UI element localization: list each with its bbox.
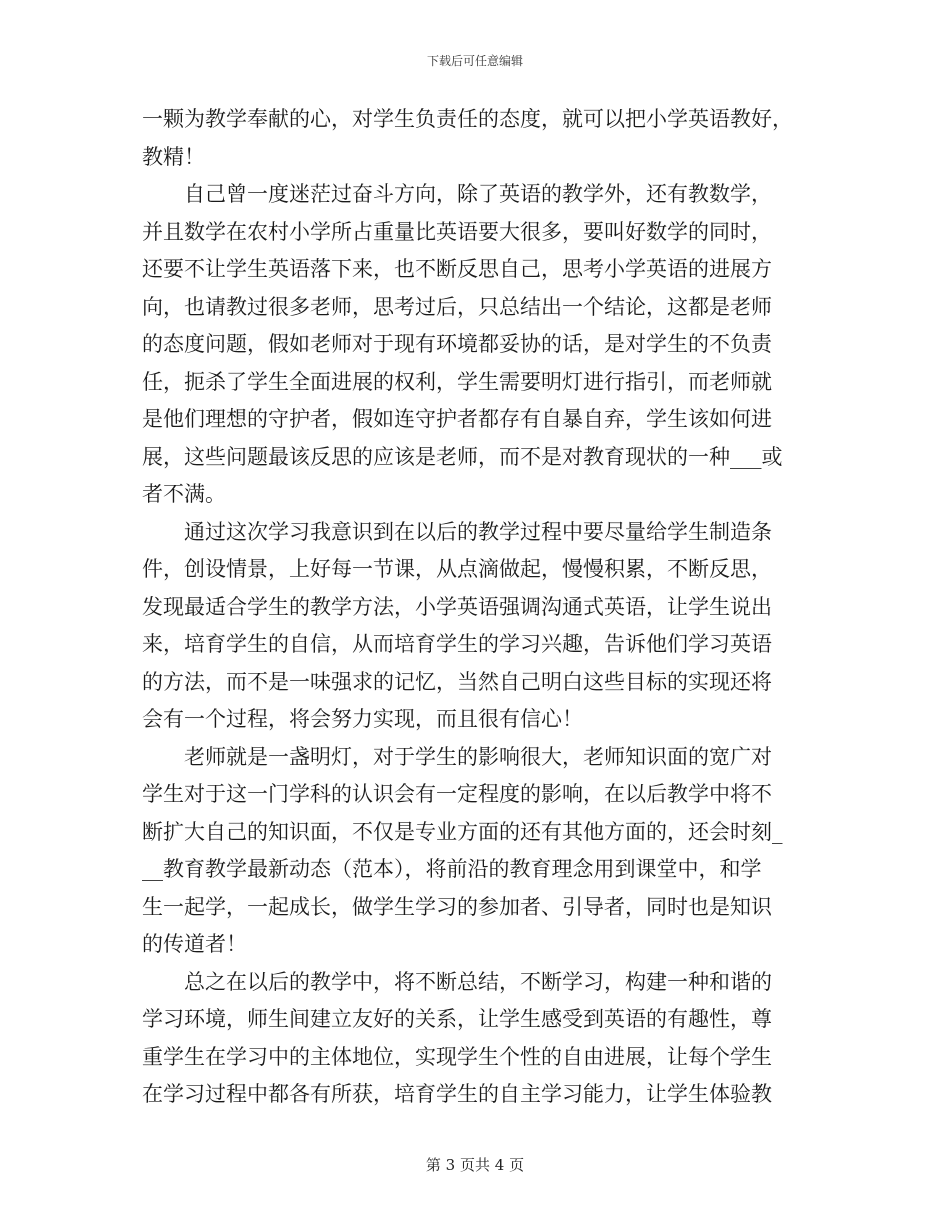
text-line: 并且数学在农村小学所占重量比英语要大很多，要叫好数学的同时， — [142, 219, 772, 244]
text-line: 发现最适合学生的教学方法，小学英语强调沟通式英语，让学生说出 — [142, 594, 772, 619]
text-line: 总之在以后的教学中，将不断总结，不断学习，构建一种和谐的 — [142, 969, 772, 994]
text-line: 展，这些问题最该反思的应该是老师，而不是对教育现状的一种___或 — [142, 444, 783, 469]
text-line: 件，创设情景，上好每一节课，从点滴做起，慢慢积累，不断反思， — [142, 557, 772, 581]
text-line: 会有一个过程，将会努力实现，而且很有信心！ — [142, 707, 583, 731]
text-line: 学生对于这一门学科的认识会有一定程度的影响，在以后教学中将不 — [142, 782, 772, 806]
page-header: 下载后可任意编辑 — [426, 54, 523, 68]
text-line: 学习环境，师生间建立友好的关系，让学生感受到英语的有趣性，尊 — [142, 1007, 772, 1031]
text-line: __教育教学最新动态（范本），将前沿的教育理念用到课堂中，和学 — [142, 857, 762, 881]
text-line: 是他们理想的守护者，假如连守护者都存有自暴自弃，学生该如何进 — [142, 407, 772, 431]
text-line: 重学生在学习中的主体地位，实现学生个性的自由进展，让每个学生 — [142, 1044, 772, 1069]
text-line: 来，培育学生的自信，从而培育学生的学习兴趣，告诉他们学习英语 — [142, 632, 772, 656]
text-line: 一颗为教学奉献的心，对学生负责任的态度，就可以把小学英语教好， — [142, 107, 793, 131]
text-line: 任，扼杀了学生全面进展的权利，学生需要明灯进行指引，而老师就 — [142, 369, 772, 394]
text-line: 通过这次学习我意识到在以后的教学过程中要尽量给学生制造条 — [142, 519, 772, 544]
text-line: 的态度问题，假如老师对于现有环境都妥协的话，是对学生的不负责 — [142, 332, 772, 356]
text-line: 自己曾一度迷茫过奋斗方向，除了英语的教学外，还有教数学， — [142, 182, 772, 206]
text-line: 向，也请教过很多老师，思考过后，只总结出一个结论，这都是老师 — [142, 294, 772, 319]
text-line: 教精！ — [142, 144, 205, 169]
page-footer: 第 3 页共 4 页 — [425, 1156, 525, 1174]
text-line: 的方法，而不是一味强求的记忆，当然自己明白这些目标的实现还将 — [142, 669, 772, 694]
text-line: 的传道者！ — [142, 932, 247, 956]
text-line: 老师就是一盏明灯，对于学生的影响很大，老师知识面的宽广对 — [142, 744, 772, 769]
text-line: 断扩大自己的知识面，不仅是专业方面的还有其他方面的，还会时刻_ — [142, 819, 783, 844]
text-line: 在学习过程中都各有所获，培育学生的自主学习能力，让学生体验教 — [142, 1082, 772, 1106]
text-line: 还要不让学生英语落下来，也不断反思自己，思考小学英语的进展方 — [142, 257, 772, 281]
document-body — [142, 101, 812, 1114]
text-line: 生一起学，一起成长，做学生学习的参加者、引导者，同时也是知识 — [142, 894, 772, 919]
text-line: 者不满。 — [142, 482, 226, 506]
